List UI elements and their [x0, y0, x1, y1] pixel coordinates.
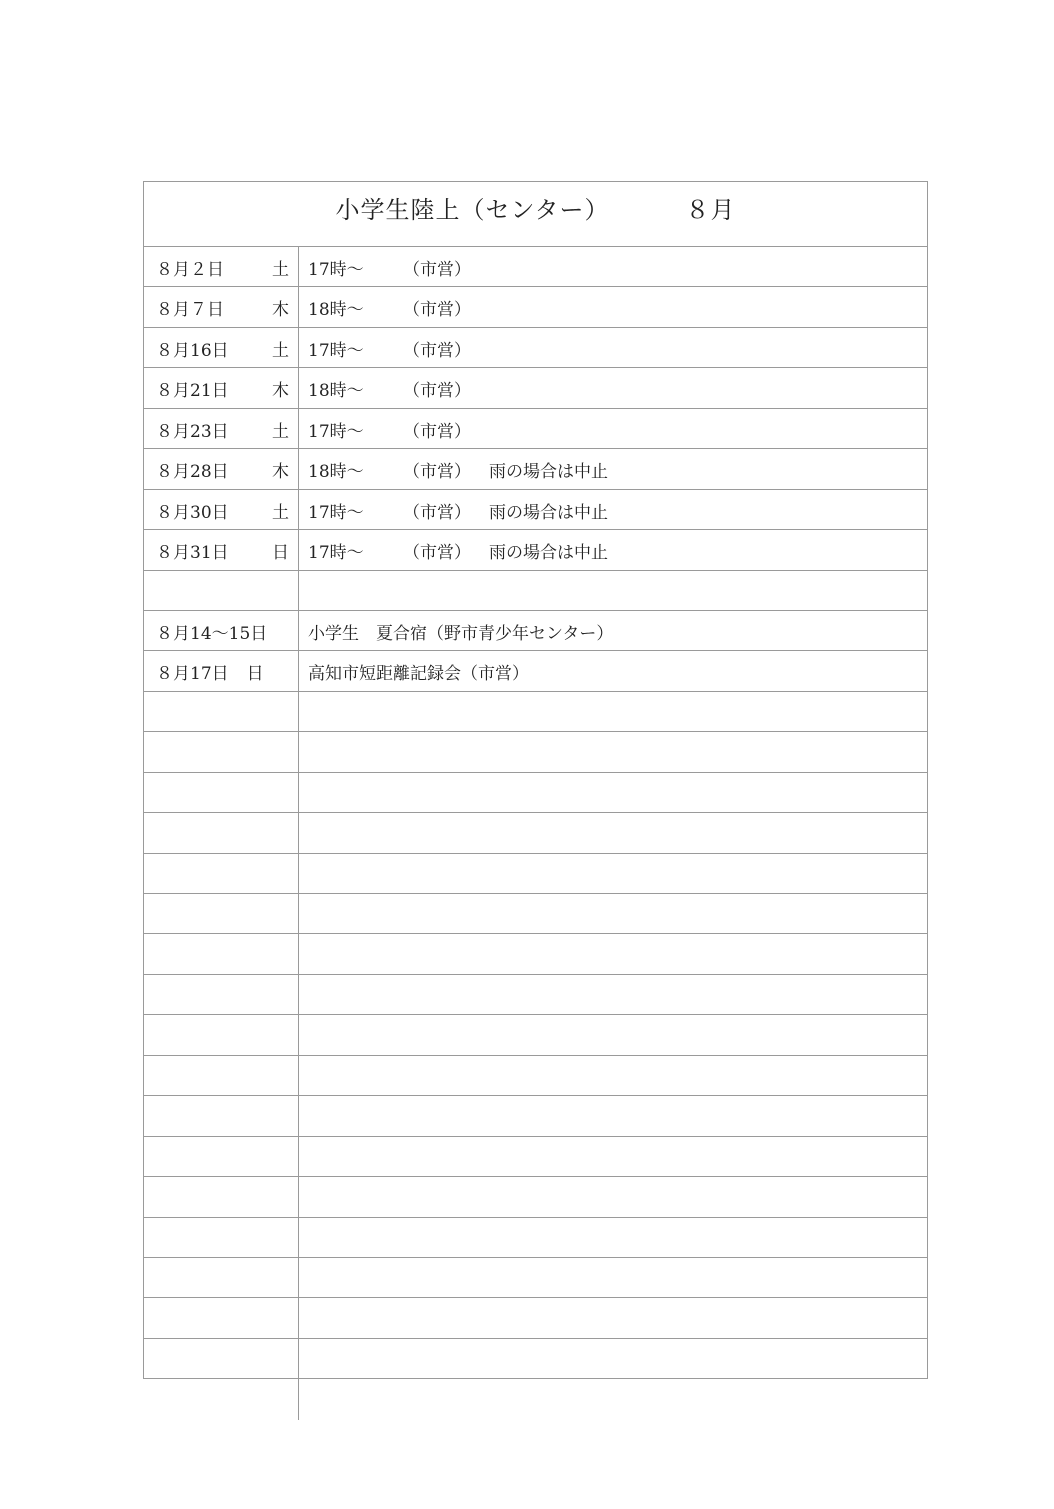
time-text: 17時〜	[308, 543, 364, 564]
title-main: 小学生陸上（センター）	[335, 196, 610, 224]
weekday-text: 木	[272, 381, 289, 402]
date-cell	[144, 1258, 299, 1297]
empty-row	[144, 1056, 927, 1096]
note-text: 雨の場合は中止	[489, 462, 608, 483]
time-text: 17時〜	[308, 421, 364, 442]
date-cell	[144, 1096, 299, 1135]
table-body	[144, 247, 927, 1420]
table-row	[144, 368, 927, 408]
detail-cell	[299, 1015, 927, 1054]
empty-row	[144, 1096, 927, 1136]
date-text: ８月23日	[156, 421, 229, 442]
note-text: 雨の場合は中止	[489, 543, 608, 564]
empty-row	[144, 571, 927, 611]
empty-row	[144, 1177, 927, 1217]
detail-cell	[299, 1258, 927, 1297]
empty-row	[144, 854, 927, 894]
schedule-table	[143, 181, 928, 1379]
venue-text: （市営）	[403, 300, 471, 321]
event-text: 高知市短距離記録会（市営）	[308, 664, 529, 685]
detail-cell	[299, 1056, 927, 1095]
detail-cell	[299, 1218, 927, 1257]
date-cell	[144, 813, 299, 852]
detail-cell	[299, 1096, 927, 1135]
table-row	[144, 490, 927, 530]
detail-cell	[299, 571, 927, 610]
venue-text: （市営）	[403, 421, 471, 442]
detail-cell	[299, 1379, 927, 1419]
date-cell	[144, 1177, 299, 1216]
date-cell	[144, 1137, 299, 1176]
detail-cell	[299, 247, 927, 286]
date-cell	[144, 490, 299, 529]
detail-cell	[299, 813, 927, 852]
detail-cell	[299, 611, 927, 650]
table-row	[144, 247, 927, 287]
detail-cell	[299, 894, 927, 933]
venue-text: （市営）	[403, 502, 471, 523]
detail-cell	[299, 934, 927, 973]
empty-row	[144, 934, 927, 974]
detail-cell	[299, 409, 927, 448]
detail-cell	[299, 773, 927, 812]
time-text: 17時〜	[308, 340, 364, 361]
weekday-text: 土	[272, 421, 289, 442]
empty-row	[144, 692, 927, 732]
date-cell	[144, 894, 299, 933]
date-cell	[144, 530, 299, 569]
date-text: ８月31日	[156, 543, 229, 564]
venue-text: （市営）	[403, 260, 471, 280]
weekday-text: 土	[272, 502, 289, 523]
time-text: 17時〜	[308, 260, 364, 280]
empty-row	[144, 975, 927, 1015]
time-text: 18時〜	[308, 462, 364, 483]
date-cell	[144, 368, 299, 407]
detail-cell	[299, 651, 927, 690]
empty-row	[144, 773, 927, 813]
detail-cell	[299, 1137, 927, 1176]
date-cell	[144, 732, 299, 771]
date-cell	[144, 247, 299, 286]
date-text: ８月16日	[156, 340, 229, 361]
detail-cell	[299, 854, 927, 893]
venue-text: （市営）	[403, 381, 471, 402]
venue-text: （市営）	[403, 462, 471, 483]
table-title	[144, 182, 927, 247]
event-row	[144, 651, 927, 691]
detail-cell	[299, 490, 927, 529]
date-cell	[144, 287, 299, 326]
date-cell	[144, 409, 299, 448]
detail-cell	[299, 328, 927, 367]
note-text: 雨の場合は中止	[489, 502, 608, 523]
date-cell	[144, 1056, 299, 1095]
date-cell	[144, 934, 299, 973]
detail-cell	[299, 1339, 927, 1378]
date-text: ８月14〜15日	[156, 623, 268, 644]
date-cell	[144, 854, 299, 893]
date-cell	[144, 1298, 299, 1337]
time-text: 18時〜	[308, 300, 364, 321]
detail-cell	[299, 449, 927, 488]
date-text: ８月７日	[156, 300, 224, 321]
detail-cell	[299, 287, 927, 326]
date-text: ８月２日	[156, 260, 224, 280]
detail-cell	[299, 1177, 927, 1216]
date-text: ８月21日	[156, 381, 229, 402]
detail-cell	[299, 692, 927, 731]
weekday-text: 日	[246, 664, 264, 685]
date-cell	[144, 773, 299, 812]
table-row	[144, 449, 927, 489]
table-row	[144, 328, 927, 368]
event-row	[144, 611, 927, 651]
date-cell	[144, 328, 299, 367]
empty-row	[144, 1339, 927, 1379]
weekday-text: 土	[272, 340, 289, 361]
date-cell	[144, 1379, 299, 1419]
empty-row	[144, 1258, 927, 1298]
table-row	[144, 287, 927, 327]
empty-row	[144, 1379, 927, 1419]
table-row	[144, 530, 927, 570]
empty-row	[144, 1298, 927, 1338]
date-cell	[144, 449, 299, 488]
date-text: ８月28日	[156, 462, 229, 483]
date-cell	[144, 1015, 299, 1054]
venue-text: （市営）	[403, 543, 471, 564]
detail-cell	[299, 732, 927, 771]
weekday-text: 木	[272, 462, 289, 483]
empty-row	[144, 894, 927, 934]
detail-cell	[299, 1298, 927, 1337]
empty-row	[144, 732, 927, 772]
weekday-text: 日	[272, 543, 289, 564]
time-text: 17時〜	[308, 502, 364, 523]
date-text: ８月17日	[156, 664, 229, 685]
date-cell	[144, 1218, 299, 1257]
date-cell	[144, 975, 299, 1014]
table-row	[144, 409, 927, 449]
detail-cell	[299, 975, 927, 1014]
time-text: 18時〜	[308, 381, 364, 402]
empty-row	[144, 1015, 927, 1055]
weekday-text: 土	[272, 260, 289, 280]
date-cell	[144, 692, 299, 731]
empty-row	[144, 1218, 927, 1258]
detail-cell	[299, 368, 927, 407]
weekday-text: 木	[272, 300, 289, 321]
date-cell	[144, 1339, 299, 1378]
date-cell	[144, 571, 299, 610]
venue-text: （市営）	[403, 340, 471, 361]
empty-row	[144, 813, 927, 853]
date-text: ８月30日	[156, 502, 229, 523]
title-month: ８月	[685, 196, 736, 224]
detail-cell	[299, 530, 927, 569]
event-text: 小学生 夏合宿（野市青少年センター）	[308, 623, 614, 644]
date-cell	[144, 611, 299, 650]
empty-row	[144, 1137, 927, 1177]
date-cell	[144, 651, 299, 690]
